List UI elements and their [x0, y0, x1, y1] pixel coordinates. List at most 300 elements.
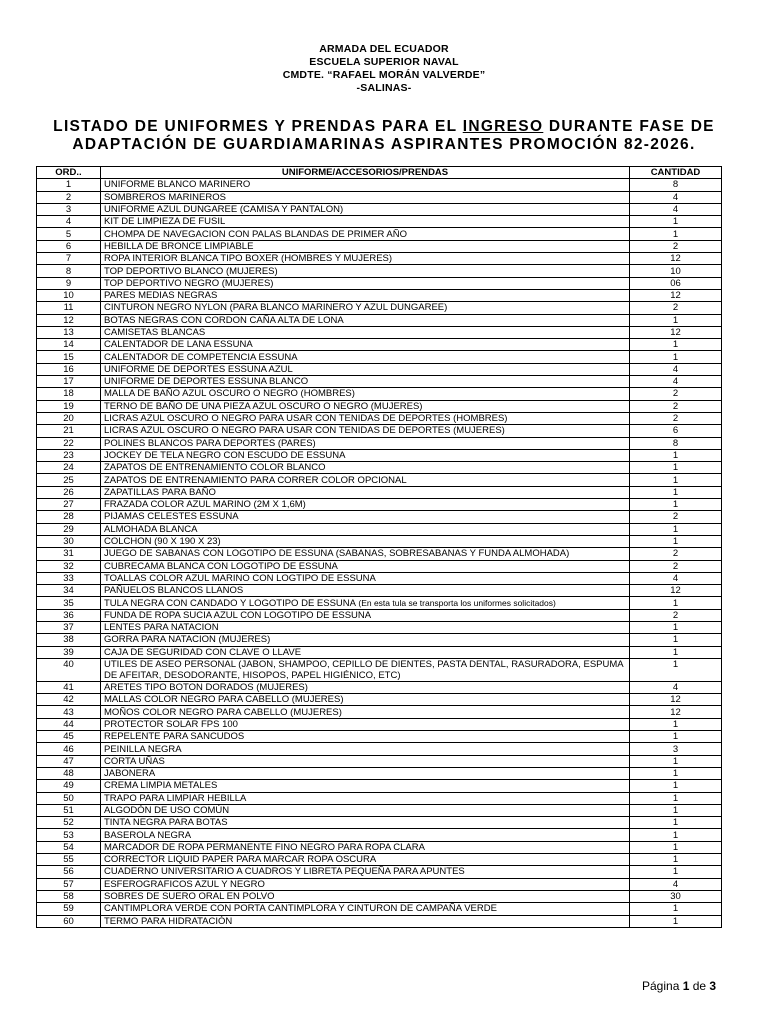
row-item-text: CHOMPA DE NAVEGACION CON PALAS BLANDAS DE PRIMER AÑO — [104, 228, 408, 240]
row-ord: 33 — [37, 572, 101, 584]
table-row — [37, 560, 722, 572]
row-item — [101, 634, 630, 646]
row-quantity: 2 — [630, 302, 722, 314]
table-row — [37, 314, 722, 326]
row-item — [101, 585, 630, 597]
row-quantity: 1 — [630, 486, 722, 498]
row-quantity: 2 — [630, 560, 722, 572]
row-item — [101, 289, 630, 301]
page-of: de — [689, 979, 710, 993]
row-item — [101, 878, 630, 890]
table-row — [37, 474, 722, 486]
row-item — [101, 780, 630, 792]
row-quantity: 4 — [630, 191, 722, 203]
row-quantity: 12 — [630, 694, 722, 706]
row-quantity: 8 — [630, 179, 722, 191]
row-ord: 20 — [37, 412, 101, 424]
row-ord: 15 — [37, 351, 101, 363]
row-item — [101, 548, 630, 560]
table-row — [37, 412, 722, 424]
table-row — [37, 486, 722, 498]
row-item — [101, 609, 630, 621]
row-item — [101, 179, 630, 191]
table-row — [37, 817, 722, 829]
row-item-text: JOCKEY DE TELA NEGRO CON ESCUDO DE ESSUNA — [104, 449, 346, 461]
row-ord: 25 — [37, 474, 101, 486]
row-ord: 51 — [37, 804, 101, 816]
row-quantity: 30 — [630, 890, 722, 902]
row-item-text: UNIFORME DE DEPORTES ESSUNA BLANCO — [104, 376, 309, 388]
row-quantity: 4 — [630, 203, 722, 215]
row-item-text: PEINILLA NEGRA — [104, 743, 182, 755]
row-quantity: 1 — [630, 780, 722, 792]
row-item — [101, 228, 630, 240]
row-quantity: 2 — [630, 412, 722, 424]
table-header-row — [37, 167, 722, 179]
row-quantity: 1 — [630, 866, 722, 878]
row-item — [101, 302, 630, 314]
row-quantity: 1 — [630, 854, 722, 866]
row-item — [101, 425, 630, 437]
table-row — [37, 265, 722, 277]
row-quantity: 1 — [630, 792, 722, 804]
row-item-text: JUEGO DE SABANAS CON LOGOTIPO DE ESSUNA (SABANAS, SOBRESABANAS Y FUNDA ALMOHADA) — [104, 548, 570, 560]
row-item-text: TRAPO PARA LIMPIAR HEBILLA — [104, 792, 247, 804]
title-part-2: DURANTE FASE DE — [543, 118, 715, 135]
page-number: 1 — [682, 979, 690, 993]
table-row — [37, 681, 722, 693]
row-item-text: TERMO PARA HIDRATACIÓN — [104, 915, 233, 927]
row-quantity: 1 — [630, 228, 722, 240]
row-item-text: LENTES PARA NATACION — [104, 622, 219, 634]
row-quantity: 1 — [630, 804, 722, 816]
row-ord: 36 — [37, 609, 101, 621]
header-line-commander: CMDTE. “RAFAEL MORÁN VALVERDE” — [282, 69, 486, 81]
table-row — [37, 646, 722, 658]
row-ord: 4 — [37, 216, 101, 228]
row-quantity: 2 — [630, 388, 722, 400]
row-item-text: CALENTADOR DE COMPETENCIA ESSUNA — [104, 351, 298, 363]
row-item-text: MOÑOS COLOR NEGRO PARA CABELLO (MUJERES) — [104, 706, 342, 718]
page-total: 3 — [709, 979, 717, 993]
table-row — [37, 866, 722, 878]
row-item-text: CINTURON NEGRO NYLON (PARA BLANCO MARINERO Y AZUL DUNGAREE) — [104, 302, 448, 314]
page-footer — [642, 979, 716, 993]
row-quantity: 1 — [630, 523, 722, 535]
table-row — [37, 437, 722, 449]
row-item-text: TINTA NEGRA PARA BOTAS — [104, 817, 228, 829]
row-ord: 27 — [37, 499, 101, 511]
row-quantity: 4 — [630, 572, 722, 584]
row-ord: 5 — [37, 228, 101, 240]
row-item — [101, 597, 630, 609]
table-row — [37, 890, 722, 902]
row-quantity: 12 — [630, 289, 722, 301]
document-title — [0, 118, 768, 154]
table-row — [37, 511, 722, 523]
row-item — [101, 854, 630, 866]
row-item-text: CANTIMPLORA VERDE CON PORTA CANTIMPLORA Y CINTURON DE CAMPAÑA VERDE — [104, 903, 497, 915]
row-item-text: TOALLAS COLOR AZUL MARINO CON LOGTIPO DE ESSUNA — [104, 572, 376, 584]
table-row — [37, 718, 722, 730]
row-ord: 21 — [37, 425, 101, 437]
row-item-text: SOMBREROS MARINEROS — [104, 191, 226, 203]
row-item-text: FUNDA DE ROPA SUCIA AZUL CON LOGOTIPO DE ESSUNA — [104, 609, 372, 621]
row-item — [101, 621, 630, 633]
row-quantity: 12 — [630, 253, 722, 265]
uniform-table — [36, 166, 722, 928]
row-ord: 31 — [37, 548, 101, 560]
table-row — [37, 191, 722, 203]
row-ord: 50 — [37, 792, 101, 804]
table-row — [37, 302, 722, 314]
row-ord: 30 — [37, 535, 101, 547]
row-quantity: 12 — [630, 326, 722, 338]
row-item — [101, 437, 630, 449]
row-quantity: 4 — [630, 878, 722, 890]
row-item — [101, 866, 630, 878]
table-row — [37, 535, 722, 547]
table-row — [37, 780, 722, 792]
row-quantity: 06 — [630, 277, 722, 289]
table-row — [37, 388, 722, 400]
row-item-text: TERNO DE BAÑO DE UNA PIEZA AZUL OSCURO O NEGRO (MUJERES) — [104, 400, 423, 412]
row-item-text: TOP DEPORTIVO BLANCO (MUJERES) — [104, 265, 278, 277]
row-ord: 45 — [37, 731, 101, 743]
row-item — [101, 240, 630, 252]
row-ord: 19 — [37, 400, 101, 412]
row-item — [101, 191, 630, 203]
row-quantity: 1 — [630, 767, 722, 779]
row-quantity: 4 — [630, 376, 722, 388]
row-ord: 53 — [37, 829, 101, 841]
title-line-2: ADAPTACIÓN DE GUARDIAMARINAS ASPIRANTES PROMOCIÓN 82-2026. — [72, 136, 696, 153]
row-ord: 28 — [37, 511, 101, 523]
table-row — [37, 634, 722, 646]
row-ord: 11 — [37, 302, 101, 314]
row-item-text: LICRAS AZUL OSCURO O NEGRO PARA USAR CON TENIDAS DE DEPORTES (HOMBRES) — [104, 413, 508, 425]
row-item-text: ALGODÓN DE USO COMÚN — [104, 804, 230, 816]
row-item-text: BASEROLA NEGRA — [104, 829, 192, 841]
table-row — [37, 915, 722, 927]
row-quantity: 1 — [630, 915, 722, 927]
row-ord: 47 — [37, 755, 101, 767]
table-row — [37, 326, 722, 338]
row-ord: 54 — [37, 841, 101, 853]
row-item-text: LICRAS AZUL OSCURO O NEGRO PARA USAR CON TENIDAS DE DEPORTES (MUJERES) — [104, 425, 505, 437]
row-item-text: PARES MEDIAS NEGRAS — [104, 290, 218, 302]
row-item-text: CALENTADOR DE LANA ESSUNA — [104, 339, 253, 351]
row-ord: 6 — [37, 240, 101, 252]
table-row — [37, 609, 722, 621]
row-item-text: ARETES TIPO BOTON DORADOS (MUJERES) — [104, 682, 308, 694]
row-quantity: 3 — [630, 743, 722, 755]
row-item-text: COLCHON (90 X 190 X 23) — [104, 536, 221, 548]
row-ord: 39 — [37, 646, 101, 658]
row-item-text: UNIFORME AZUL DUNGAREE (CAMISA Y PANTALON) — [104, 204, 344, 216]
table-row — [37, 228, 722, 240]
row-item-text: CORTA UÑAS — [104, 755, 165, 767]
row-item-text: CAJA DE SEGURIDAD CON CLAVE O LLAVE — [104, 646, 302, 658]
table-row — [37, 829, 722, 841]
row-item — [101, 486, 630, 498]
row-quantity: 1 — [630, 474, 722, 486]
row-item — [101, 388, 630, 400]
row-item-text: TULA NEGRA CON CANDADO Y LOGOTIPO DE ESSUNA — [104, 597, 356, 609]
header-line-school: ESCUELA SUPERIOR NAVAL — [309, 56, 459, 68]
row-ord: 58 — [37, 890, 101, 902]
table-row — [37, 548, 722, 560]
row-item — [101, 363, 630, 375]
row-ord: 14 — [37, 339, 101, 351]
row-quantity: 2 — [630, 511, 722, 523]
row-ord: 29 — [37, 523, 101, 535]
row-quantity: 1 — [630, 731, 722, 743]
table-body — [37, 179, 722, 928]
row-item-text: KIT DE LIMPIEZA DE FUSIL — [104, 216, 226, 228]
table-row — [37, 499, 722, 511]
row-item — [101, 903, 630, 915]
row-quantity: 1 — [630, 216, 722, 228]
row-quantity: 1 — [630, 339, 722, 351]
row-quantity: 12 — [630, 585, 722, 597]
row-quantity: 6 — [630, 425, 722, 437]
row-item-text: MALLA DE BAÑO AZUL OSCURO O NEGRO (HOMBRES) — [104, 388, 355, 400]
row-item — [101, 817, 630, 829]
row-quantity: 10 — [630, 265, 722, 277]
row-ord: 59 — [37, 903, 101, 915]
header-line-armada: ARMADA DEL ECUADOR — [319, 43, 449, 55]
row-ord: 24 — [37, 462, 101, 474]
table-row — [37, 854, 722, 866]
row-ord: 52 — [37, 817, 101, 829]
row-item-text: BOTAS NEGRAS CON CORDON CAÑA ALTA DE LONA — [104, 314, 344, 326]
row-item-text: CORRECTOR LIQUID PAPER PARA MARCAR ROPA OSCURA — [104, 854, 377, 866]
row-item-text: ALMOHADA BLANCA — [104, 523, 198, 535]
row-item — [101, 511, 630, 523]
row-quantity: 4 — [630, 363, 722, 375]
table-row — [37, 585, 722, 597]
row-item — [101, 351, 630, 363]
row-item — [101, 706, 630, 718]
row-quantity: 1 — [630, 634, 722, 646]
row-ord: 42 — [37, 694, 101, 706]
title-part-1: LISTADO DE UNIFORMES Y PRENDAS PARA EL — [53, 118, 463, 135]
row-item-text: TOP DEPORTIVO NEGRO (MUJERES) — [104, 277, 274, 289]
table-row — [37, 572, 722, 584]
row-item-text: POLINES BLANCOS PARA DEPORTES (PARES) — [104, 437, 316, 449]
row-ord: 18 — [37, 388, 101, 400]
table-row — [37, 658, 722, 681]
table-row — [37, 731, 722, 743]
document-header — [0, 43, 768, 95]
row-ord: 35 — [37, 597, 101, 609]
row-ord: 23 — [37, 449, 101, 461]
row-item — [101, 658, 630, 681]
row-ord: 1 — [37, 179, 101, 191]
row-item — [101, 474, 630, 486]
row-quantity: 1 — [630, 449, 722, 461]
row-item — [101, 253, 630, 265]
row-ord: 43 — [37, 706, 101, 718]
title-underlined-word: INGRESO — [462, 118, 544, 135]
row-item-text: MARCADOR DE ROPA PERMANENTE FINO NEGRO PARA ROPA CLARA — [104, 841, 425, 853]
row-item — [101, 731, 630, 743]
table-row — [37, 203, 722, 215]
row-ord: 60 — [37, 915, 101, 927]
row-item-text: CUBRECAMA BLANCA CON LOGOTIPO DE ESSUNA — [104, 560, 338, 572]
row-item-text: MALLAS COLOR NEGRO PARA CABELLO (MUJERES) — [104, 694, 344, 706]
row-item — [101, 277, 630, 289]
row-item — [101, 804, 630, 816]
table-row — [37, 425, 722, 437]
header-quantity: CANTIDAD — [630, 167, 722, 179]
row-ord: 34 — [37, 585, 101, 597]
row-ord: 38 — [37, 634, 101, 646]
row-item — [101, 523, 630, 535]
table-row — [37, 351, 722, 363]
row-quantity: 2 — [630, 400, 722, 412]
row-item-text: CUADERNO UNIVERSITARIO A CUADROS Y LIBRETA PEQUEÑA PARA APUNTES — [104, 866, 465, 878]
page-prefix: Página — [642, 979, 683, 993]
row-item — [101, 560, 630, 572]
row-item-text: JABONERA — [104, 768, 156, 780]
row-quantity: 1 — [630, 903, 722, 915]
row-ord: 44 — [37, 718, 101, 730]
row-ord: 48 — [37, 767, 101, 779]
row-ord: 55 — [37, 854, 101, 866]
row-quantity: 4 — [630, 681, 722, 693]
table-row — [37, 449, 722, 461]
row-quantity: 1 — [630, 621, 722, 633]
row-item-text: ESFEROGRAFICOS AZUL Y NEGRO — [104, 878, 265, 890]
row-item — [101, 829, 630, 841]
table-row — [37, 277, 722, 289]
header-item: UNIFORME/ACCESORIOS/PRENDAS — [101, 167, 630, 179]
row-quantity: 1 — [630, 841, 722, 853]
table-row — [37, 792, 722, 804]
row-quantity: 1 — [630, 462, 722, 474]
row-item — [101, 915, 630, 927]
row-quantity: 8 — [630, 437, 722, 449]
row-quantity: 1 — [630, 817, 722, 829]
title-line-1 — [0, 118, 768, 136]
table-row — [37, 289, 722, 301]
table-row — [37, 240, 722, 252]
row-item-text: FRAZADA COLOR AZUL MARINO (2M X 1,6M) — [104, 499, 306, 511]
row-ord: 37 — [37, 621, 101, 633]
row-ord: 17 — [37, 376, 101, 388]
row-quantity: 1 — [630, 314, 722, 326]
header-line-location: -SALINAS- — [356, 82, 412, 94]
row-ord: 40 — [37, 658, 101, 681]
row-item — [101, 890, 630, 902]
table-row — [37, 743, 722, 755]
table-row — [37, 621, 722, 633]
table-row — [37, 400, 722, 412]
row-item — [101, 216, 630, 228]
row-item-text: GORRA PARA NATACION (MUJERES) — [104, 634, 271, 646]
row-ord: 41 — [37, 681, 101, 693]
row-item-text: REPELENTE PARA SANCUDOS — [104, 731, 245, 743]
table-row — [37, 216, 722, 228]
row-item-text: PIJAMAS CELESTES ESSUNA — [104, 511, 239, 523]
table-row — [37, 706, 722, 718]
row-item — [101, 499, 630, 511]
row-quantity: 2 — [630, 548, 722, 560]
row-item — [101, 326, 630, 338]
row-item-text: ROPA INTERIOR BLANCA TIPO BOXER (HOMBRES Y MUJERES) — [104, 253, 393, 265]
row-quantity: 2 — [630, 609, 722, 621]
table-row — [37, 523, 722, 535]
table-row — [37, 253, 722, 265]
row-ord: 22 — [37, 437, 101, 449]
row-item — [101, 681, 630, 693]
row-item-text: CAMISETAS BLANCAS — [104, 327, 206, 338]
row-item-text: SOBRES DE SUERO ORAL EN POLVO — [104, 891, 275, 903]
row-quantity: 1 — [630, 646, 722, 658]
row-item-text: CREMA LIMPIA METALES — [104, 780, 218, 792]
row-item — [101, 400, 630, 412]
row-item-text: UNIFORME DE DEPORTES ESSUNA AZUL — [104, 363, 293, 375]
row-item-text: ZAPATILLAS PARA BAÑO — [104, 486, 216, 498]
row-quantity: 1 — [630, 597, 722, 609]
row-ord: 8 — [37, 265, 101, 277]
row-item — [101, 792, 630, 804]
table-row — [37, 179, 722, 191]
row-item — [101, 265, 630, 277]
table-row — [37, 597, 722, 609]
table-row — [37, 755, 722, 767]
row-quantity: 1 — [630, 718, 722, 730]
row-item-text: UTILES DE ASEO PERSONAL (JABON, SHAMPOO, CEPILLO DE DIENTES, PASTA DENTAL, RASURADORA, ESPUMA DE AFEITAR, DESODORANTE, HISOPOS, PAPEL HIGIÉNICO, ETC) — [104, 658, 624, 681]
row-ord: 57 — [37, 878, 101, 890]
row-ord: 2 — [37, 191, 101, 203]
row-quantity: 1 — [630, 829, 722, 841]
row-quantity: 1 — [630, 351, 722, 363]
row-quantity: 1 — [630, 755, 722, 767]
table-row — [37, 841, 722, 853]
row-ord: 9 — [37, 277, 101, 289]
row-quantity: 1 — [630, 499, 722, 511]
row-item — [101, 572, 630, 584]
row-item-text: PROTECTOR SOLAR FPS 100 — [104, 718, 238, 730]
row-item — [101, 841, 630, 853]
row-quantity: 1 — [630, 658, 722, 681]
row-item — [101, 694, 630, 706]
row-item-note: (En esta tula se transporta los uniformes solicitados) — [356, 597, 556, 608]
row-item-text: UNIFORME BLANCO MARINERO — [104, 179, 251, 191]
row-item — [101, 755, 630, 767]
row-item — [101, 314, 630, 326]
row-item-text: HEBILLA DE BRONCE LIMPIABLE — [104, 240, 254, 252]
table-row — [37, 903, 722, 915]
row-ord: 16 — [37, 363, 101, 375]
header-ord: ORD.. — [37, 167, 101, 179]
row-item-text: ZAPATOS DE ENTRENAMIENTO PARA CORRER COLOR OPCIONAL — [104, 474, 407, 486]
table-row — [37, 767, 722, 779]
row-ord: 10 — [37, 289, 101, 301]
row-item — [101, 449, 630, 461]
row-item — [101, 412, 630, 424]
row-item-text: PAÑUELOS BLANCOS LLANOS — [104, 585, 244, 597]
row-ord: 32 — [37, 560, 101, 572]
table-row — [37, 339, 722, 351]
table-row — [37, 462, 722, 474]
row-item — [101, 203, 630, 215]
row-quantity: 2 — [630, 240, 722, 252]
row-item — [101, 718, 630, 730]
